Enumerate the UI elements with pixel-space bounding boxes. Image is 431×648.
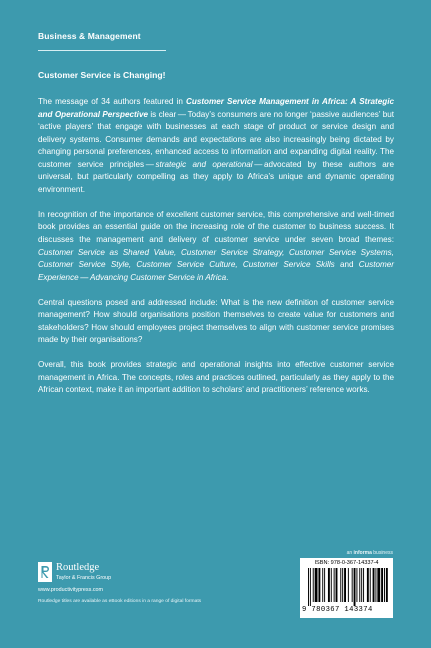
- barcode-bar: [384, 568, 385, 602]
- barcode-bar: [344, 568, 346, 602]
- barcode-bar: [361, 568, 362, 602]
- book-title: Customer Service Management in Africa: A Strategic and Operational Perspective: [38, 97, 394, 119]
- category-divider: [38, 50, 166, 51]
- blurb-body: [38, 96, 394, 409]
- blurb-paragraph-4: Overall, this book provides strategic and operational insights into effective customer service management in Africa. The concepts, roles and practices outlined, particularly as they apply to the African context, make it an important addition to scholars’ and practitioners’ reference works.: [38, 360, 394, 395]
- barcode-bar: [356, 568, 357, 602]
- barcode-bar: [354, 568, 356, 606]
- barcode-bar: [313, 568, 314, 602]
- barcode-bar: [386, 568, 388, 602]
- barcode-bar: [381, 568, 383, 602]
- barcode-bar: [328, 568, 330, 602]
- informa-brand: informa: [353, 550, 372, 556]
- barcode-bar: [340, 568, 341, 602]
- barcode-bar: [342, 568, 343, 602]
- barcode-bar: [375, 568, 376, 602]
- publisher-url: www.productivitypress.com: [38, 587, 104, 593]
- p2-themes: Customer Service as Shared Value, Customer Service Strategy, Customer Service Systems, Customer Service Style, Customer Service Culture, Customer Service Skills: [38, 247, 394, 270]
- barcode-bar: [310, 568, 311, 606]
- barcode-bar: [322, 568, 323, 602]
- informa-prefix: an: [346, 550, 354, 556]
- p1-emphasis: strategic and operational: [155, 159, 253, 169]
- p1-text-d: — advocated by these authors are universal, but particularly compelling as they apply to Africa’s unique and dynamic operating environment.: [38, 159, 394, 194]
- isbn-label: ISBN: 978-0-367-14337-4: [314, 560, 379, 566]
- barcode-bar: [359, 568, 360, 602]
- publisher-name: Routledge: [56, 562, 100, 573]
- p2-text-a: In recognition of the importance of excellent customer service, this comprehensive and well-timed book provides an essential guide on the increasing role of the customer to business success. It discusses the management and delivery of customer service under seven broad themes:: [38, 209, 394, 244]
- barcode-bar: [352, 568, 353, 602]
- p2-end: .: [226, 272, 229, 282]
- barcode-bar: [367, 568, 369, 602]
- blurb-paragraph-2: [38, 209, 394, 284]
- ebook-note: Routledge titles are available as eBook editions in a range of digital formats: [38, 599, 202, 604]
- p2-last-theme: Customer Experience — Advancing Customer Service in Africa: [38, 260, 394, 282]
- barcode-bar: [348, 568, 349, 602]
- barcode-bar: [324, 568, 325, 602]
- headline: Customer Service is Changing!: [38, 70, 166, 80]
- blurb-paragraph-1: [38, 96, 394, 196]
- barcode-bar: [370, 568, 371, 602]
- publisher-group: Taylor & Francis Group: [56, 575, 112, 581]
- barcode-bar: [308, 568, 309, 606]
- barcode-bar: [318, 568, 320, 602]
- barcode-bar: [373, 568, 375, 602]
- p1-text-a: The message of 34 authors featured in: [38, 97, 186, 106]
- barcode-bar: [315, 568, 318, 602]
- barcode-bars: [304, 568, 389, 606]
- isbn-barcode: [300, 558, 393, 618]
- category-label: Business & Management: [38, 31, 141, 41]
- p2-and: and: [334, 260, 359, 270]
- informa-suffix: business: [371, 550, 393, 556]
- barcode-bar: [363, 568, 364, 602]
- blurb-paragraph-3: Central questions posed and addressed include: What is the new definition of customer service management? How should organisations position themselves to create value for customers and stakeholders? How should employees project themselves to align with customer service promises made by their organisations?: [38, 297, 394, 345]
- barcode-bar: [377, 568, 380, 602]
- routledge-logo-icon: [38, 562, 52, 582]
- barcode-bar: [334, 568, 335, 602]
- barcode-bar: [336, 568, 338, 602]
- p1-text-b: is clear — Today’s consumers are no longer ‘passive audiences’ but ‘active players’ that engage with businesses at each stage of product or service design and delivery systems. Consumer demands and expectations are also increasingly being dictated by changing personal preferences, enhanced access to information and expanding digital reality. The customer service principles —: [38, 109, 394, 169]
- informa-tagline: [347, 550, 393, 556]
- barcode-bar: [331, 568, 332, 602]
- barcode-digits: 9 780367 143374: [302, 606, 373, 614]
